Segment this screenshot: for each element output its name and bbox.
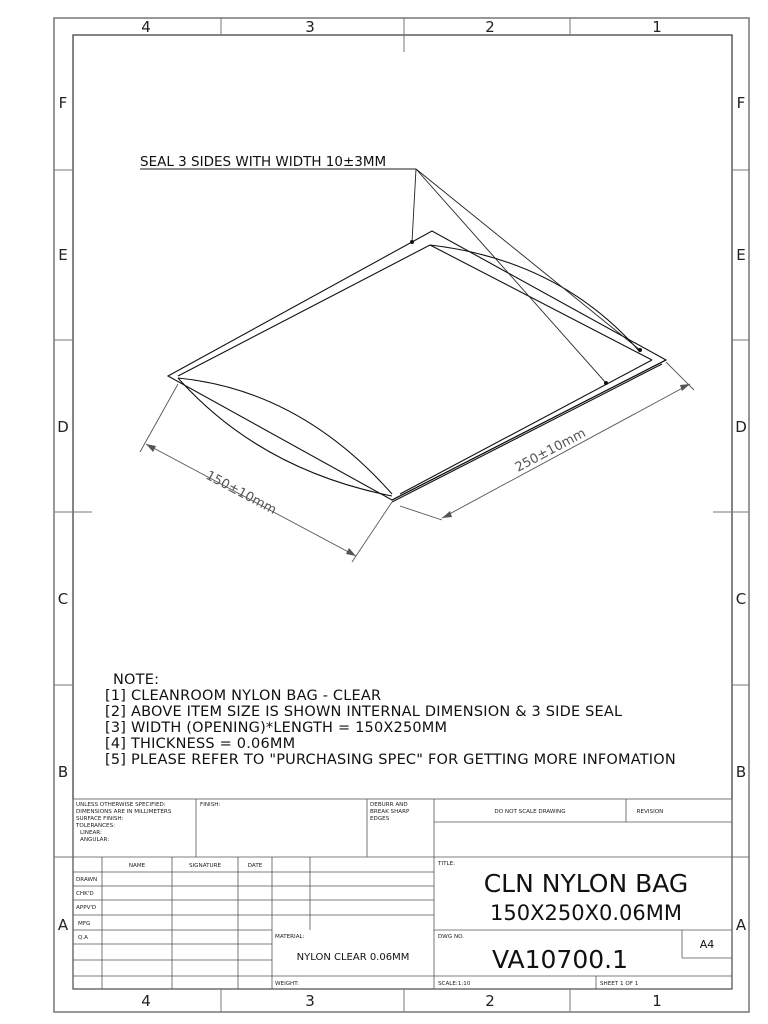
material-label: MATERIAL:	[275, 934, 305, 940]
zone-row-left-a: A	[57, 916, 69, 934]
row-drawn: DRAWN	[76, 877, 98, 883]
col-date-header: DATE	[247, 863, 263, 869]
row-mfg: MFG	[78, 921, 91, 927]
bag-right-edge-lower	[392, 364, 662, 502]
do-not-scale-label: DO NOT SCALE DRAWING	[494, 809, 566, 815]
zone-col-bottom-3: 2	[485, 992, 495, 1010]
inner-border	[73, 35, 732, 989]
material-value: NYLON CLEAR 0.06MM	[296, 952, 410, 963]
sheet-size: A4	[699, 938, 715, 951]
notes-heading: NOTE:	[113, 672, 160, 688]
drawing-title-line-2: 150X250X0.06MM	[490, 901, 682, 925]
drawing-number: VA10700.1	[492, 945, 628, 974]
bag-right-edge	[392, 360, 666, 500]
deburr-line-1: DEBURR AND	[370, 802, 408, 808]
col-name-header: NAME	[128, 863, 146, 869]
zone-col-bottom-1: 4	[141, 992, 151, 1010]
zone-row-right-c: C	[735, 590, 747, 608]
callout-dots	[410, 240, 642, 385]
deburr-line-3: EDGES	[370, 816, 390, 822]
note-item-5: [5] PLEASE REFER TO "PURCHASING SPEC" FOR GETTING MORE INFOMATION	[105, 752, 676, 768]
zone-row-left-f: F	[58, 94, 68, 112]
width-arrow-left	[146, 444, 156, 452]
zone-row-left-e: E	[58, 246, 68, 264]
seal-callout-text: SEAL 3 SIDES WITH WIDTH 10±3MM	[140, 154, 387, 170]
length-dimension-label: 250±10mm	[512, 425, 589, 476]
note-item-4: [4] THICKNESS = 0.06MM	[105, 736, 296, 752]
zone-col-top-1: 4	[141, 18, 151, 36]
length-dimension	[400, 362, 694, 520]
tolerance-line-4: TOLERANCES:	[76, 823, 116, 829]
title-label: TITLE:	[438, 861, 456, 867]
note-item-3: [3] WIDTH (OPENING)*LENGTH = 150X250MM	[105, 720, 448, 736]
zone-col-top-3: 2	[485, 18, 495, 36]
tolerance-line-6: ANGULAR:	[80, 837, 110, 843]
drawing-title-line-1: CLN NYLON BAG	[483, 869, 689, 898]
note-item-1: [1] CLEANROOM NYLON BAG - CLEAR	[105, 688, 382, 704]
width-dimension-label: 150±10mm	[203, 468, 279, 518]
width-arrow-right	[346, 548, 356, 556]
notes-block	[105, 672, 676, 768]
zone-col-bottom-2: 3	[305, 992, 315, 1010]
zone-row-left-c: C	[57, 590, 69, 608]
width-dimension	[140, 384, 392, 562]
zone-row-right-b: B	[735, 763, 747, 781]
scale-label: SCALE:1:10	[438, 981, 471, 987]
zone-row-right-e: E	[736, 246, 746, 264]
sheet-label: SHEET 1 OF 1	[600, 981, 639, 987]
row-approved: APPV'D	[76, 905, 97, 911]
zone-row-right-d: D	[735, 418, 747, 436]
deburr-line-2: BREAK SHARP	[370, 809, 410, 815]
bag-inner-seal-top	[178, 245, 652, 376]
zone-col-bottom-4: 1	[652, 992, 662, 1010]
length-arrow-left	[442, 511, 452, 518]
row-qa: Q.A	[78, 935, 89, 941]
tolerance-line-2: DIMENSIONS ARE IN MILLIMETERS	[76, 809, 172, 815]
weight-label: WEIGHT:	[275, 981, 299, 987]
zone-col-top-2: 3	[305, 18, 315, 36]
bag-inner-seal-right	[400, 360, 652, 494]
tolerance-line-1: UNLESS OTHERWISE SPECIFIED:	[76, 802, 166, 808]
dwg-no-label: DWG NO.	[438, 934, 465, 940]
revision-label: REVISION	[636, 809, 664, 815]
length-arrow-right	[680, 384, 690, 391]
bag-outer-outline	[168, 231, 666, 500]
tolerance-line-3: SURFACE FINISH:	[76, 816, 124, 822]
col-signature-header: SIGNATURE	[188, 863, 222, 869]
zone-col-top-4: 1	[652, 18, 662, 36]
finish-label: FINISH:	[200, 802, 221, 808]
row-checked: CHK'D	[76, 891, 94, 897]
callout-leaders	[140, 169, 640, 383]
zone-row-right-a: A	[735, 916, 747, 934]
zone-row-left-b: B	[57, 763, 69, 781]
zone-row-right-f: F	[736, 94, 746, 112]
note-item-2: [2] ABOVE ITEM SIZE IS SHOWN INTERNAL DIMENSION & 3 SIDE SEAL	[105, 704, 623, 720]
zone-row-left-d: D	[57, 418, 69, 436]
tolerance-line-5: LINEAR:	[80, 830, 102, 836]
